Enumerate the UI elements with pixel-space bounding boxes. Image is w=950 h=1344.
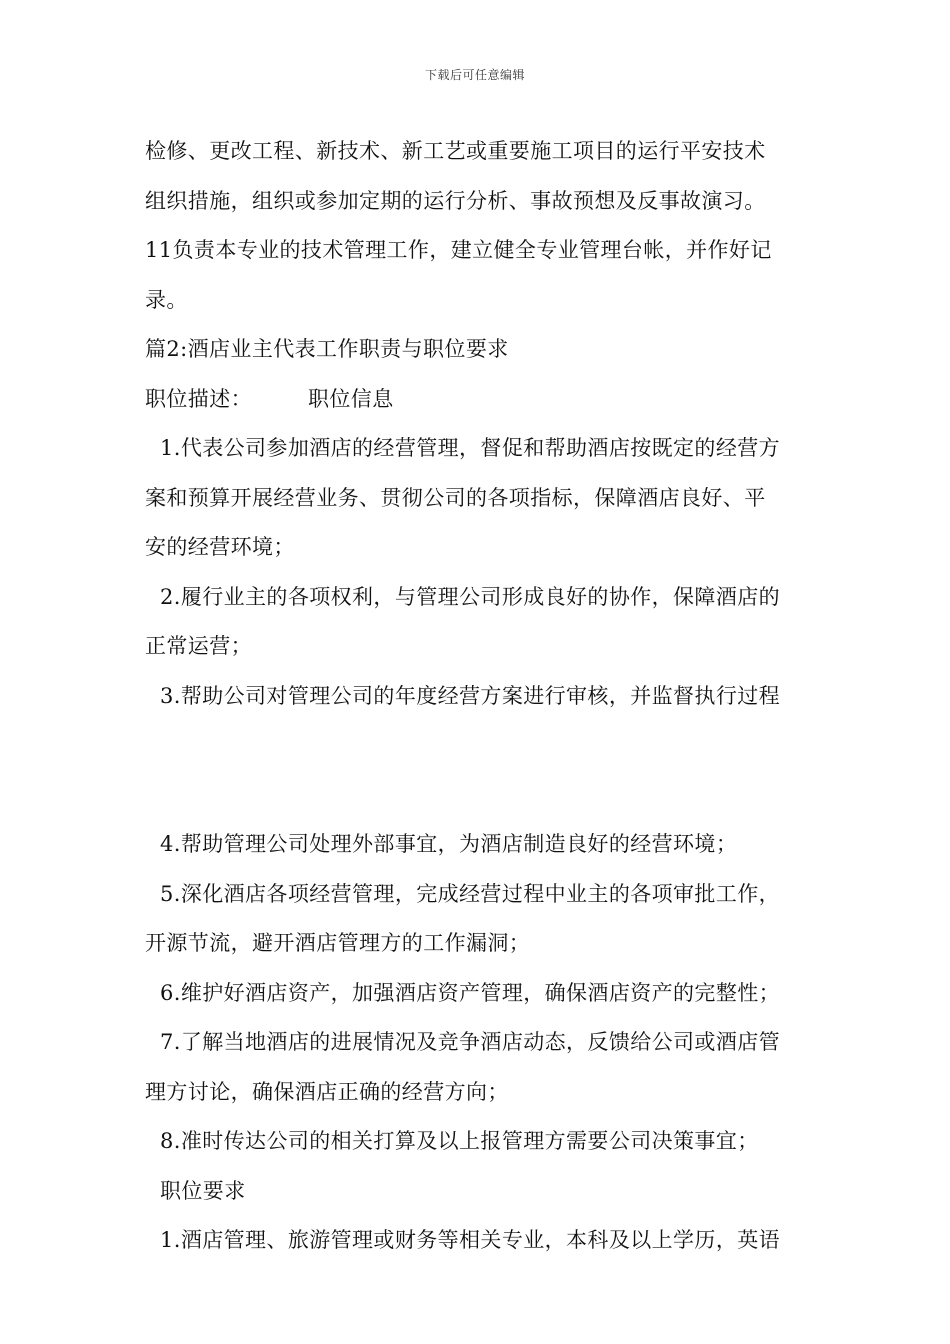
duty-item: 7.了解当地酒店的进展情况及竞争酒店动态，反馈给公司或酒店管 bbox=[160, 1030, 781, 1054]
paragraph-line: 开源节流，避开酒店管理方的工作漏洞； bbox=[145, 931, 531, 955]
page-header: 下载后可任意编辑 bbox=[424, 68, 525, 82]
paragraph-line: 11负责本专业的技术管理工作，建立健全专业管理台帐，并作好记 bbox=[145, 238, 772, 262]
job-info-label: 职位信息 bbox=[308, 386, 394, 411]
requirements-heading: 职位要求 bbox=[160, 1178, 246, 1203]
duty-item: 1.代表公司参加酒店的经营管理，督促和帮助酒店按既定的经营方 bbox=[160, 436, 781, 460]
duty-item: 4.帮助管理公司处理外部事宜，为酒店制造良好的经营环境； bbox=[160, 832, 738, 856]
duty-item: 5.深化酒店各项经营管理，完成经营过程中业主的各项审批工作， bbox=[160, 881, 781, 906]
blank-space bbox=[145, 728, 810, 827]
job-description-row bbox=[145, 382, 810, 432]
paragraph-line: 理方讨论，确保酒店正确的经营方向； bbox=[145, 1079, 509, 1104]
document-body bbox=[145, 134, 810, 1273]
paragraph-line: 安的经营环境； bbox=[145, 535, 295, 559]
duty-item: 3.帮助公司对管理公司的年度经营方案进行审核，并监督执行过程 bbox=[160, 683, 781, 708]
paragraph-line: 检修、更改工程、新技术、新工艺或重要施工项目的运行平安技术 bbox=[145, 139, 766, 163]
section-heading: 篇2:酒店业主代表工作职责与职位要求 bbox=[145, 337, 509, 361]
paragraph-line: 案和预算开展经营业务、贯彻公司的各项指标，保障酒店良好、平 bbox=[145, 485, 766, 510]
duty-item: 2.履行业主的各项权利，与管理公司形成良好的协作，保障酒店的 bbox=[160, 584, 781, 609]
paragraph-line: 组织措施，组织或参加定期的运行分析、事故预想及反事故演习。 bbox=[145, 188, 766, 213]
paragraph-line: 正常运营； bbox=[145, 634, 252, 658]
paragraph-line: 录。 bbox=[145, 287, 188, 312]
job-description-label: 职位描述： bbox=[145, 386, 252, 411]
duty-item: 6.维护好酒店资产，加强酒店资产管理，确保酒店资产的完整性； bbox=[160, 980, 781, 1005]
duty-item: 8.准时传达公司的相关打算及以上报管理方需要公司决策事宜； bbox=[160, 1129, 759, 1153]
requirement-item: 1.酒店管理、旅游管理或财务等相关专业，本科及以上学历，英语 bbox=[160, 1228, 781, 1252]
